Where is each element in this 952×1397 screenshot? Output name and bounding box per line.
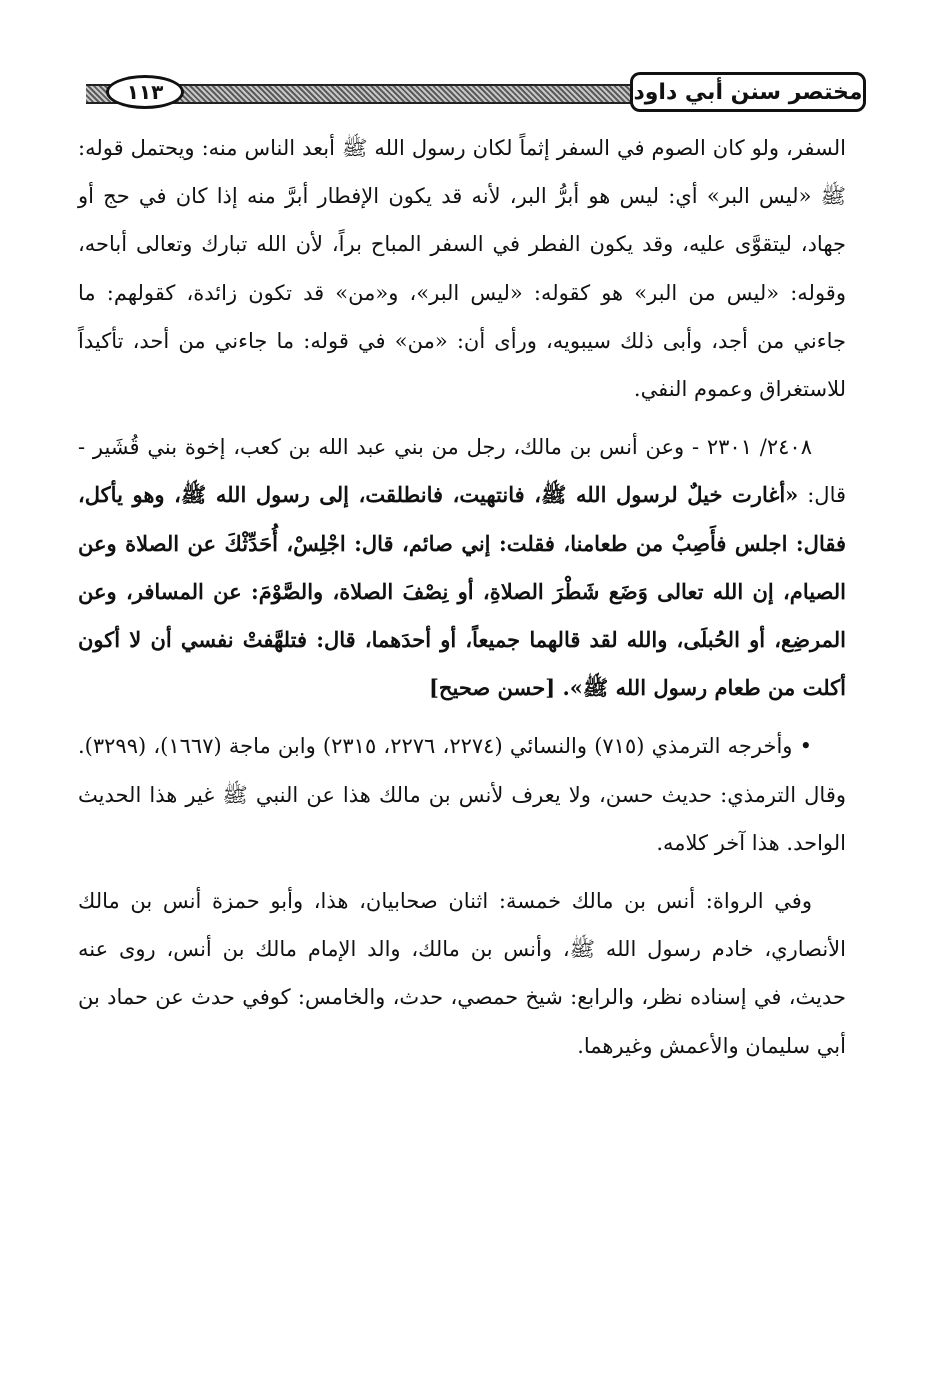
hadith-grade: [حسن صحيح] [428,675,563,701]
narrators-paragraph: وفي الرواة: أنس بن مالك خمسة: اثنان صحابيان، هذا، وأبو حمزة أنس بن مالك الأنصاري، خادم رسول الله ﷺ، وأنس بن مالك، والد الإمام مالك بن أنس، روى عنه حديث، في إسناده نظر، والرابع: شيخ حمصي، حدث، والخامس: كوفي حدث عن حماد بن أبي سليمان والأعمش وغيرهما. [78,889,846,1058]
hadith-paragraph [78,423,846,712]
hadith-number-and-chain: ٢٤٠٨/ ٢٣٠١ - وعن أنس بن مالك، رجل من بني عبد الله بن كعب، إخوة بني قُشَير - قال: [78,435,847,508]
page-number: ١١٣ [106,75,184,109]
page-body [78,124,846,1070]
takhrij-paragraph: • وأخرجه الترمذي (٧١٥) والنسائي (٢٢٧٤، ٢٢٧٦، ٢٣١٥) وابن ماجة (١٦٦٧)، (٣٢٩٩). وقال الترمذي: حديث حسن، ولا يعرف لأنس بن مالك هذا عن النبي ﷺ غير هذا الحديث الواحد. هذا آخر كلامه. [78,734,846,855]
book-title: مختصر سنن أبي داود [630,72,866,112]
commentary-paragraph: السفر، ولو كان الصوم في السفر إثماً لكان رسول الله ﷺ أبعد الناس منه: ويحتمل قوله: ﷺ «ليس البر» أي: ليس هو أبرُّ البر، لأنه قد يكون الإفطار أبرَّ منه إذا كان في حج أو جهاد، ليتقوَّى عليه، وقد يكون الفطر في السفر المباح براً، لأن الله تبارك وتعالى أباحه، وقوله: «ليس من البر» هو كقوله: «ليس البر»، و«من» قد تكون زائدة، كقولهم: ما جاءني من أجد، وأبى ذلك سيبويه، ورأى أن: «من» في قوله: ما جاءني من أحد، تأكيداً للاستغراق وعموم النفي. [78,136,847,402]
hadith-text: «أغارت خيلٌ لرسول الله ﷺ، فانتهيت، فانطلقت، إلى رسول الله ﷺ، وهو يأكل، فقال: اجلس فأَصِبْ من طعامنا، فقلت: إني صائم، قال: اجْلِسْ، أُحَدِّثْكَ عن الصلاة وعن الصيام، إن الله تعالى وَضَع شَطْرَ الصلاةِ، أو نِصْفَ الصلاة، والصَّوْمَ: عن المسافر، وعن المرضِع، أو الحُبلَى، والله لقد قالهما جميعاً، أو أحدَهما، قال: فتلهَّفتْ نفسي أن لا أكون أكلت من طعام رسول الله ﷺ». [78,482,846,701]
page-header [86,72,866,114]
